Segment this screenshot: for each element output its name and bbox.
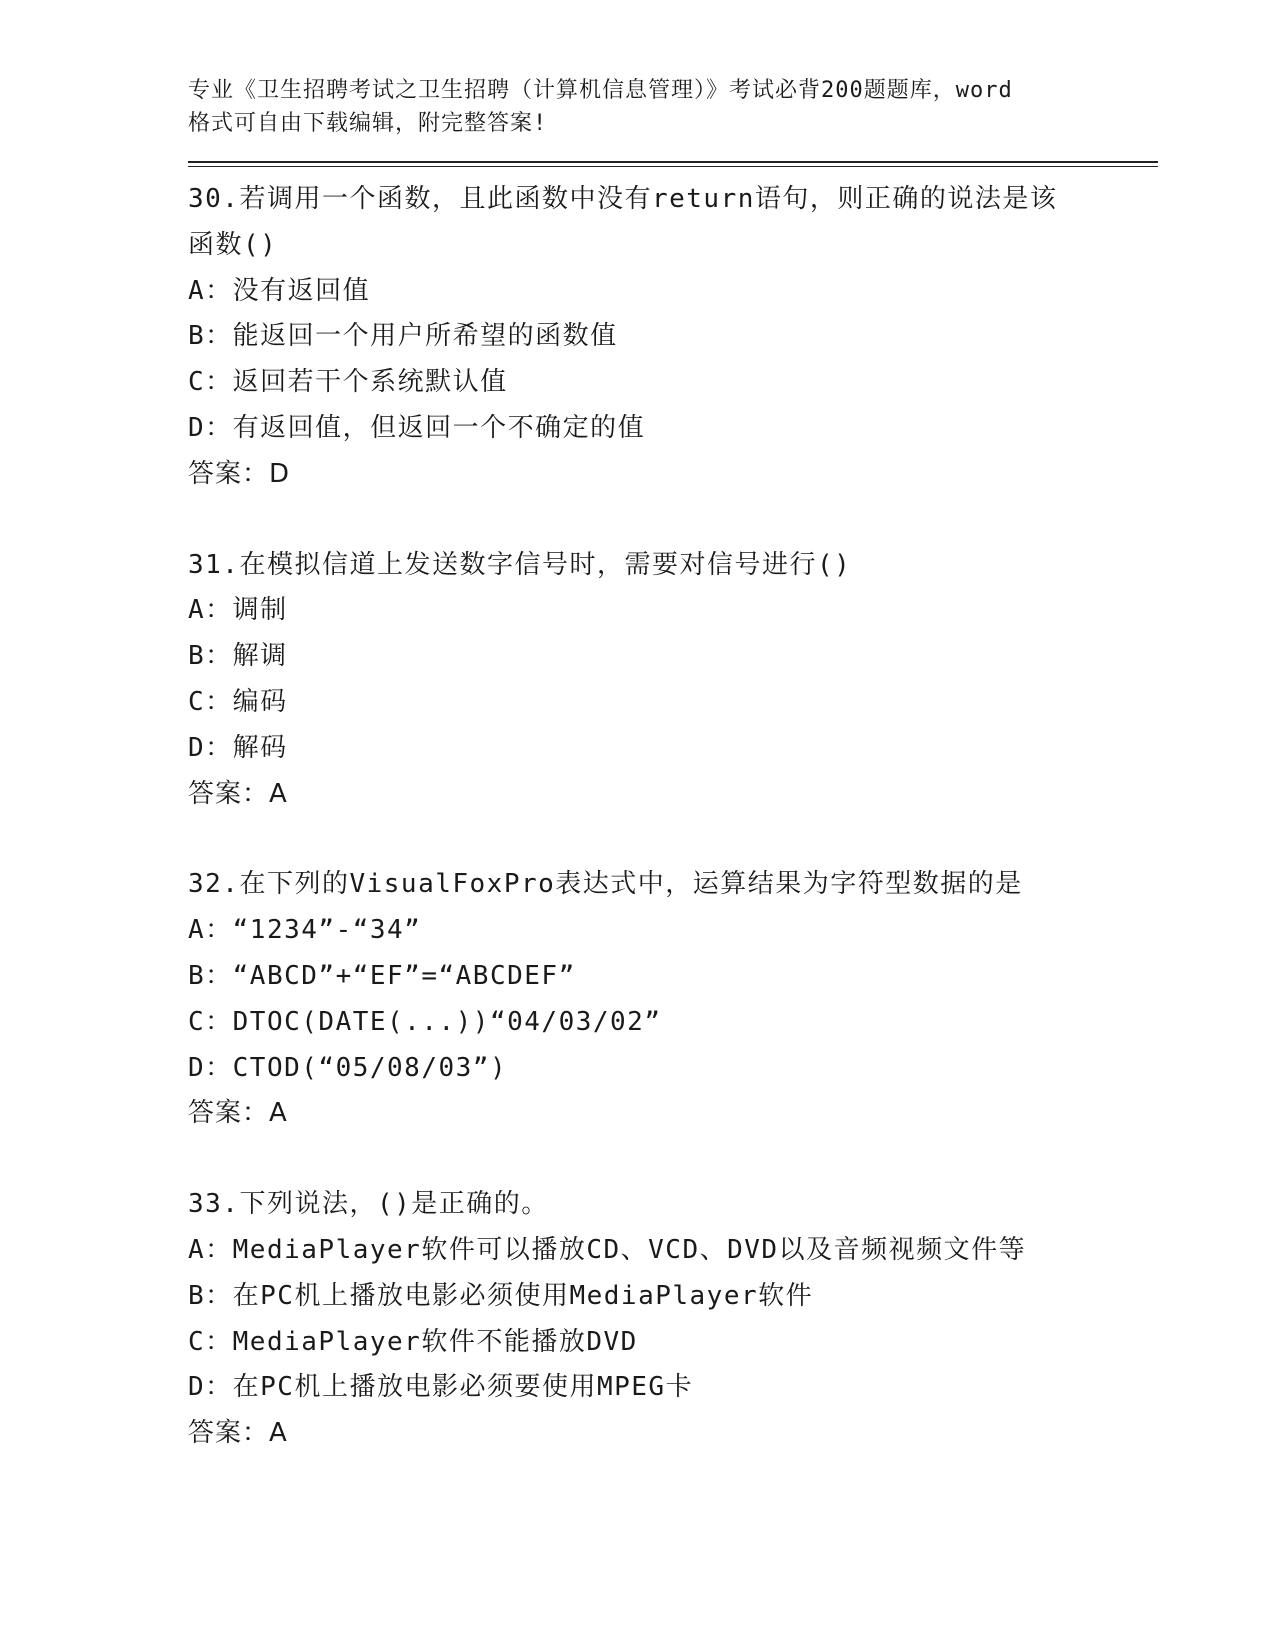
option-d: D：有返回值，但返回一个不确定的值	[188, 412, 646, 443]
document-page	[188, 74, 1188, 1457]
option-b: B：能返回一个用户所希望的函数值	[188, 321, 618, 352]
question-title: 32.在下列的VisualFoxPro表达式中，运算结果为字符型数据的是	[188, 869, 1023, 900]
option-a: A：MediaPlayer软件可以播放CD、VCD、DVD以及音频视频文件等	[188, 1234, 1027, 1265]
question-title: 30.若调用一个函数，且此函数中没有return语句，则正确的说法是该函数()	[188, 184, 1058, 260]
document-header	[188, 74, 1088, 140]
option-a: A：调制	[188, 595, 288, 626]
question-33	[188, 1182, 1188, 1457]
question-31	[188, 543, 1188, 818]
question-30	[188, 177, 1188, 498]
option-d: D：CTOD(“05/08/03”)	[188, 1052, 508, 1083]
option-c: C：DTOC(DATE(...))“04/03/02”	[188, 1006, 662, 1037]
option-a: A：没有返回值	[188, 275, 371, 306]
question-32	[188, 862, 1188, 1137]
answer-line: 答案：D	[188, 458, 291, 489]
option-b: B：“ABCD”+“EF”=“ABCDEF”	[188, 960, 576, 991]
answer-line: 答案：A	[188, 778, 288, 809]
option-c: C：返回若干个系统默认值	[188, 367, 508, 398]
header-divider	[188, 161, 1158, 167]
answer-line: 答案：A	[188, 1418, 288, 1449]
option-a: A：“1234”-“34”	[188, 915, 422, 946]
option-d: D：在PC机上播放电影必须要使用MPEG卡	[188, 1372, 694, 1403]
header-line-2: 格式可自由下载编辑，附完整答案!	[188, 111, 548, 136]
answer-line: 答案：A	[188, 1098, 288, 1129]
header-divider-inner	[188, 166, 1158, 167]
question-list	[188, 177, 1188, 1457]
option-c: C：MediaPlayer软件不能播放DVD	[188, 1326, 638, 1357]
option-d: D：解码	[188, 732, 288, 763]
option-b: B：在PC机上播放电影必须使用MediaPlayer软件	[188, 1280, 814, 1311]
option-b: B：解调	[188, 641, 288, 672]
header-line-1: 专业《卫生招聘考试之卫生招聘（计算机信息管理）》考试必背200题题库，word	[188, 78, 1013, 103]
question-title: 31.在模拟信道上发送数字信号时，需要对信号进行()	[188, 549, 852, 580]
option-c: C：编码	[188, 686, 288, 717]
question-title: 33.下列说法，()是正确的。	[188, 1189, 549, 1220]
